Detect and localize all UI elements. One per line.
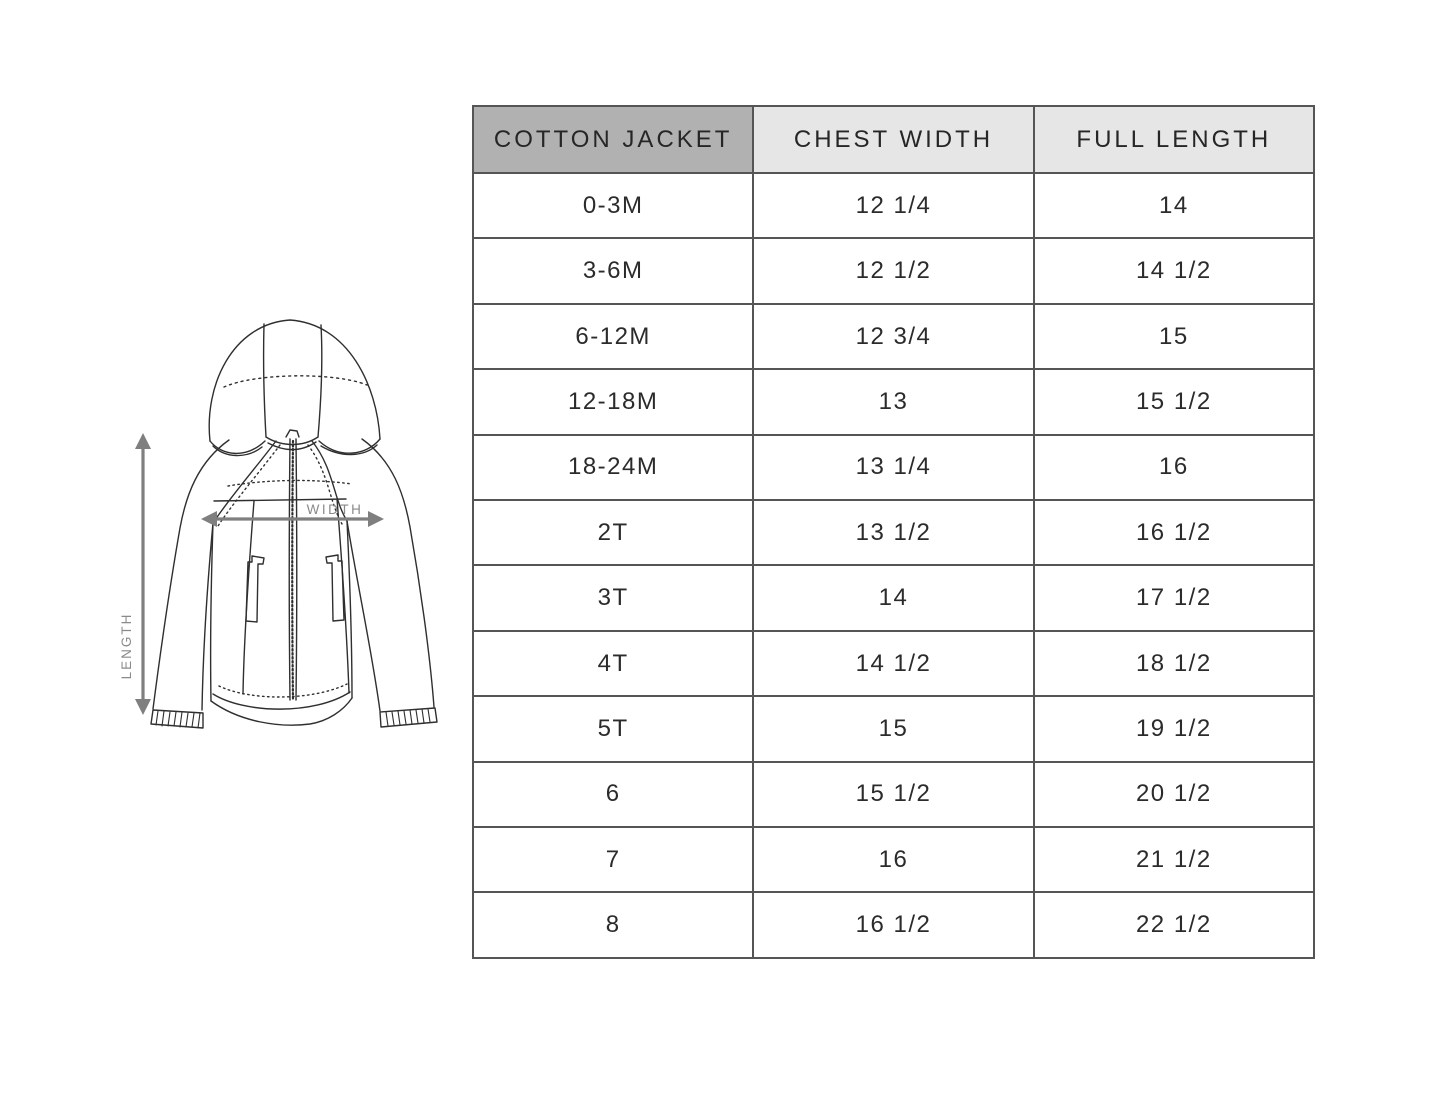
hem-stitch-dotted	[219, 684, 347, 697]
length-cell: 16 1/2	[1034, 500, 1314, 565]
table-row	[473, 238, 1314, 303]
chest-cell: 14	[753, 565, 1033, 630]
length-cell: 14	[1034, 173, 1314, 238]
sleeve-left-outer	[153, 440, 229, 709]
size-cell: 18-24M	[473, 435, 753, 500]
table-row	[473, 565, 1314, 630]
hood-center-panel	[264, 324, 266, 437]
size-cell: 8	[473, 892, 753, 958]
size-cell: 7	[473, 827, 753, 892]
size-cell: 6-12M	[473, 304, 753, 369]
table-row	[473, 304, 1314, 369]
length-cell: 15 1/2	[1034, 369, 1314, 434]
table-row	[473, 827, 1314, 892]
raglan-seam-left-stitch	[218, 445, 280, 526]
size-cell: 2T	[473, 500, 753, 565]
zipper-teeth-dotted	[292, 441, 293, 699]
size-cell: 5T	[473, 696, 753, 761]
table-row	[473, 631, 1314, 696]
size-cell: 4T	[473, 631, 753, 696]
table-row	[473, 435, 1314, 500]
length-cell: 21 1/2	[1034, 827, 1314, 892]
table-row	[473, 369, 1314, 434]
column-header-chest-width: CHEST WIDTH	[753, 106, 1033, 173]
length-cell: 18 1/2	[1034, 631, 1314, 696]
table-row	[473, 892, 1314, 958]
hood-seam-dotted	[224, 376, 367, 387]
zipper-left-edge	[289, 439, 290, 700]
chest-cell: 15	[753, 696, 1033, 761]
table-body	[473, 173, 1314, 958]
chest-cell: 12 3/4	[753, 304, 1033, 369]
panel-seam-left	[243, 501, 254, 694]
hem-band	[213, 692, 350, 709]
size-cell: 3T	[473, 565, 753, 630]
chest-cell: 13	[753, 369, 1033, 434]
length-cell: 22 1/2	[1034, 892, 1314, 958]
length-label: LENGTH	[119, 612, 134, 680]
table-row	[473, 173, 1314, 238]
size-cell: 12-18M	[473, 369, 753, 434]
column-header-full-length: FULL LENGTH	[1034, 106, 1314, 173]
zipper-right-edge	[296, 439, 297, 700]
chest-cell: 16 1/2	[753, 892, 1033, 958]
length-arrow-icon	[119, 433, 151, 715]
size-cell: 3-6M	[473, 238, 753, 303]
table-row	[473, 762, 1314, 827]
chest-cell: 12 1/2	[753, 238, 1033, 303]
chest-cell: 15 1/2	[753, 762, 1033, 827]
jacket-sketch	[100, 290, 460, 760]
table-row	[473, 500, 1314, 565]
chest-cell: 14 1/2	[753, 631, 1033, 696]
hood-center-panel	[318, 325, 322, 437]
size-chart-table	[472, 105, 1315, 959]
cuff-left	[151, 710, 203, 728]
jacket-diagram	[100, 290, 460, 760]
raglan-seam-left	[213, 441, 276, 523]
length-cell: 20 1/2	[1034, 762, 1314, 827]
column-header-product: COTTON JACKET	[473, 106, 753, 173]
header-row	[473, 106, 1314, 173]
length-cell: 16	[1034, 435, 1314, 500]
size-cell: 0-3M	[473, 173, 753, 238]
chest-cell: 13 1/4	[753, 435, 1033, 500]
chest-cell: 13 1/2	[753, 500, 1033, 565]
width-label: WIDTH	[306, 502, 364, 517]
size-cell: 6	[473, 762, 753, 827]
hood-bottom-left	[210, 441, 265, 453]
length-cell: 19 1/2	[1034, 696, 1314, 761]
chest-cell: 12 1/4	[753, 173, 1033, 238]
zipper-top	[286, 430, 299, 437]
chest-line	[214, 499, 346, 501]
length-cell: 15	[1034, 304, 1314, 369]
table-row	[473, 696, 1314, 761]
length-cell: 17 1/2	[1034, 565, 1314, 630]
length-cell: 14 1/2	[1034, 238, 1314, 303]
chest-cell: 16	[753, 827, 1033, 892]
table-header	[473, 106, 1314, 173]
